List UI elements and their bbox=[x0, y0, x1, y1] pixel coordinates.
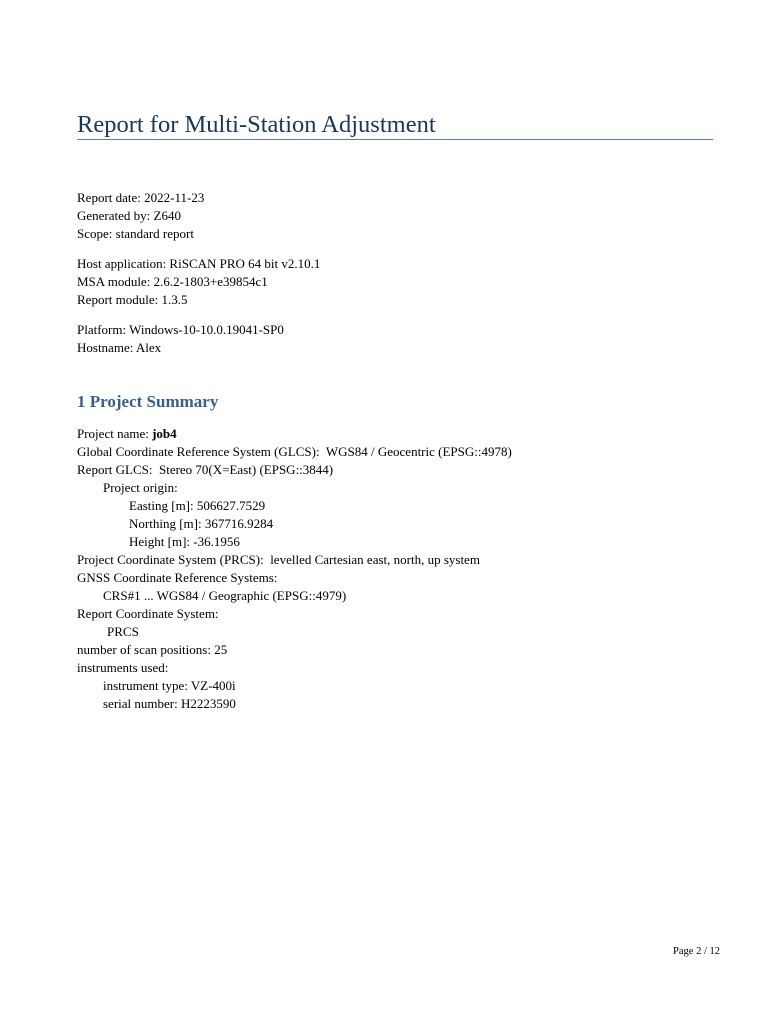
instruments-used: instruments used: bbox=[77, 660, 169, 675]
northing: Northing [m]: 367716.9284 bbox=[129, 516, 274, 531]
page-title: Report for Multi-Station Adjustment bbox=[77, 110, 713, 140]
report-coordinate-system: Report Coordinate System: bbox=[77, 606, 219, 621]
hostname: Hostname: Alex bbox=[77, 340, 162, 355]
glcs: Global Coordinate Reference System (GLCS): WGS84 / Geocentric (EPSG::4978) bbox=[77, 444, 512, 459]
host-application: Host application: RiSCAN PRO 64 bit v2.10.1 bbox=[77, 256, 321, 271]
report-coordinate-system-value: PRCS bbox=[107, 624, 139, 639]
easting: Easting [m]: 506627.7529 bbox=[129, 498, 266, 513]
msa-module: MSA module: 2.6.2-1803+e39854c1 bbox=[77, 274, 268, 289]
report-date: Report date: 2022-11-23 bbox=[77, 190, 205, 205]
system-info-block bbox=[77, 321, 284, 357]
instrument-type: instrument type: VZ-400i bbox=[103, 678, 236, 693]
report-glcs: Report GLCS: Stereo 70(X=East) (EPSG::3844) bbox=[77, 462, 334, 477]
gnss-crs: GNSS Coordinate Reference Systems: bbox=[77, 570, 278, 585]
generated-by: Generated by: Z640 bbox=[77, 208, 181, 223]
page-number: Page 2 / 12 bbox=[673, 946, 720, 957]
project-name-value: job4 bbox=[152, 426, 177, 441]
report-scope: Scope: standard report bbox=[77, 226, 194, 241]
prcs: Project Coordinate System (PRCS): levelled Cartesian east, north, up system bbox=[77, 552, 480, 567]
software-info-block bbox=[77, 255, 320, 309]
platform: Platform: Windows-10-10.0.19041-SP0 bbox=[77, 322, 284, 337]
crs-1: CRS#1 ... WGS84 / Geographic (EPSG::4979) bbox=[103, 588, 347, 603]
project-name-label: Project name: bbox=[77, 426, 153, 441]
report-info-block bbox=[77, 189, 204, 243]
section-heading-project-summary: 1 Project Summary bbox=[77, 392, 219, 411]
project-origin: Project origin: bbox=[103, 480, 178, 495]
scan-positions: number of scan positions: 25 bbox=[77, 642, 228, 657]
serial-number: serial number: H2223590 bbox=[103, 696, 236, 711]
report-module: Report module: 1.3.5 bbox=[77, 292, 188, 307]
height: Height [m]: -36.1956 bbox=[129, 534, 240, 549]
project-summary-block bbox=[77, 425, 512, 713]
project-name bbox=[77, 425, 512, 443]
